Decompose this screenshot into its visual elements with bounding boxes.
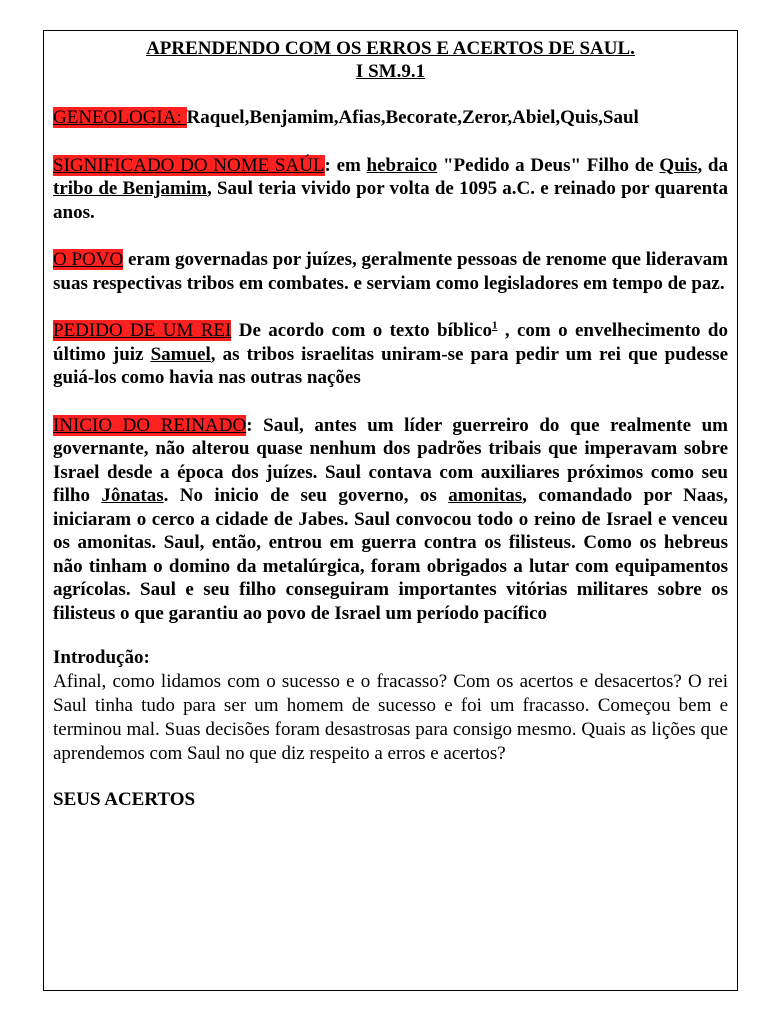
link-hebraico[interactable]: hebraico bbox=[366, 154, 438, 176]
name-meaning-text-3: , da bbox=[697, 154, 728, 176]
title-line-2: I SM.9.1 bbox=[355, 61, 426, 82]
intro-text: Afinal, como lidamos com o sucesso e o fracasso? Com os acertos e desacertos? O rei Saul tinha tudo para ser um homem de sucesso e foi um fracasso. Começou bem e terminou mal. Suas decisões foram desastrosas para consigo mesmo. Quais as lições que aprendemos com Saul no que diz respeito a erros e acertos? bbox=[53, 671, 728, 764]
genealogy-text: Raquel,Benjamim,Afias,Becorate,Zeror,Abiel,Quis,Saul bbox=[186, 107, 639, 128]
footnote-marker[interactable]: 1 bbox=[491, 319, 498, 332]
title-line-1: APRENDENDO COM OS ERROS E ACERTOS DE SAUL. bbox=[146, 38, 635, 59]
name-meaning-text-4: , Saul teria vivido por volta de 1095 a.C. e reinado por quarenta anos. bbox=[53, 178, 728, 223]
genealogy-label: GENEOLOGIA: bbox=[53, 107, 187, 128]
link-samuel[interactable]: Samuel bbox=[150, 343, 211, 365]
king-request-text-2: , com o envelhecimento do último juiz bbox=[53, 320, 728, 365]
people-label: O POVO bbox=[53, 249, 124, 270]
reign-start-label: INICIO DO REINADO bbox=[53, 414, 247, 436]
king-request-text-3: , as tribos israelitas uniram-se para pedir um rei que pudesse guiá-los como havia nas outras nações bbox=[53, 343, 729, 388]
name-meaning-text-2: "Pedido a Deus" Filho de bbox=[437, 154, 660, 176]
king-request-paragraph bbox=[53, 319, 728, 390]
reign-start-text-3: , comandado por Naas, iniciaram o cerco a cidade de Jabes. Saul convocou todo o reino de Israel e venceu os amonitas. Saul, então, entrou em guerra contra os filisteus. Como os hebreus não tinham o domino da metalúrgica, foram obrigados a lutar com equipamentos agrícolas. Saul e seu filho conseguiram importantes vitórias militares sobre os filisteus o que garantiu ao povo de Israel um período pacífico bbox=[53, 485, 729, 624]
link-amonitas[interactable]: amonitas bbox=[448, 485, 523, 506]
reign-start-paragraph bbox=[53, 414, 728, 626]
reign-start-text-2: . No inicio de seu governo, os bbox=[163, 485, 449, 506]
link-quis[interactable]: Quis bbox=[659, 154, 698, 176]
link-tribo-de-benjamim[interactable]: tribo de Benjamim bbox=[53, 178, 207, 199]
people-text: eram governadas por juízes, geralmente pessoas de renome que lideravam suas respectivas tribos em combates. e serviam como legisladores em tempo de paz. bbox=[53, 249, 729, 294]
reign-start-text-1: : Saul, antes um líder guerreiro do que realmente um governante, não alterou quase nenhum dos padrões tribais que imperavam sobre Israel desde a época dos juízes. Saul contava com auxiliares próximos como seu filho bbox=[53, 414, 729, 506]
genealogy-paragraph bbox=[53, 106, 728, 130]
people-paragraph bbox=[53, 248, 728, 295]
section-heading-acertos: SEUS ACERTOS bbox=[53, 789, 196, 810]
king-request-label: PEDIDO DE UM REI bbox=[53, 320, 232, 341]
name-meaning-label: SIGNIFICADO DO NOME SAÚL bbox=[53, 154, 325, 176]
intro-heading: Introdução: bbox=[53, 647, 150, 668]
link-jonatas[interactable]: Jônatas bbox=[101, 485, 164, 506]
name-meaning-text-1: : em bbox=[324, 154, 367, 176]
document-page bbox=[43, 30, 738, 991]
king-request-text-1: De acordo com o texto bíblico bbox=[231, 320, 492, 341]
document-title bbox=[53, 37, 728, 83]
name-meaning-paragraph bbox=[53, 154, 728, 225]
